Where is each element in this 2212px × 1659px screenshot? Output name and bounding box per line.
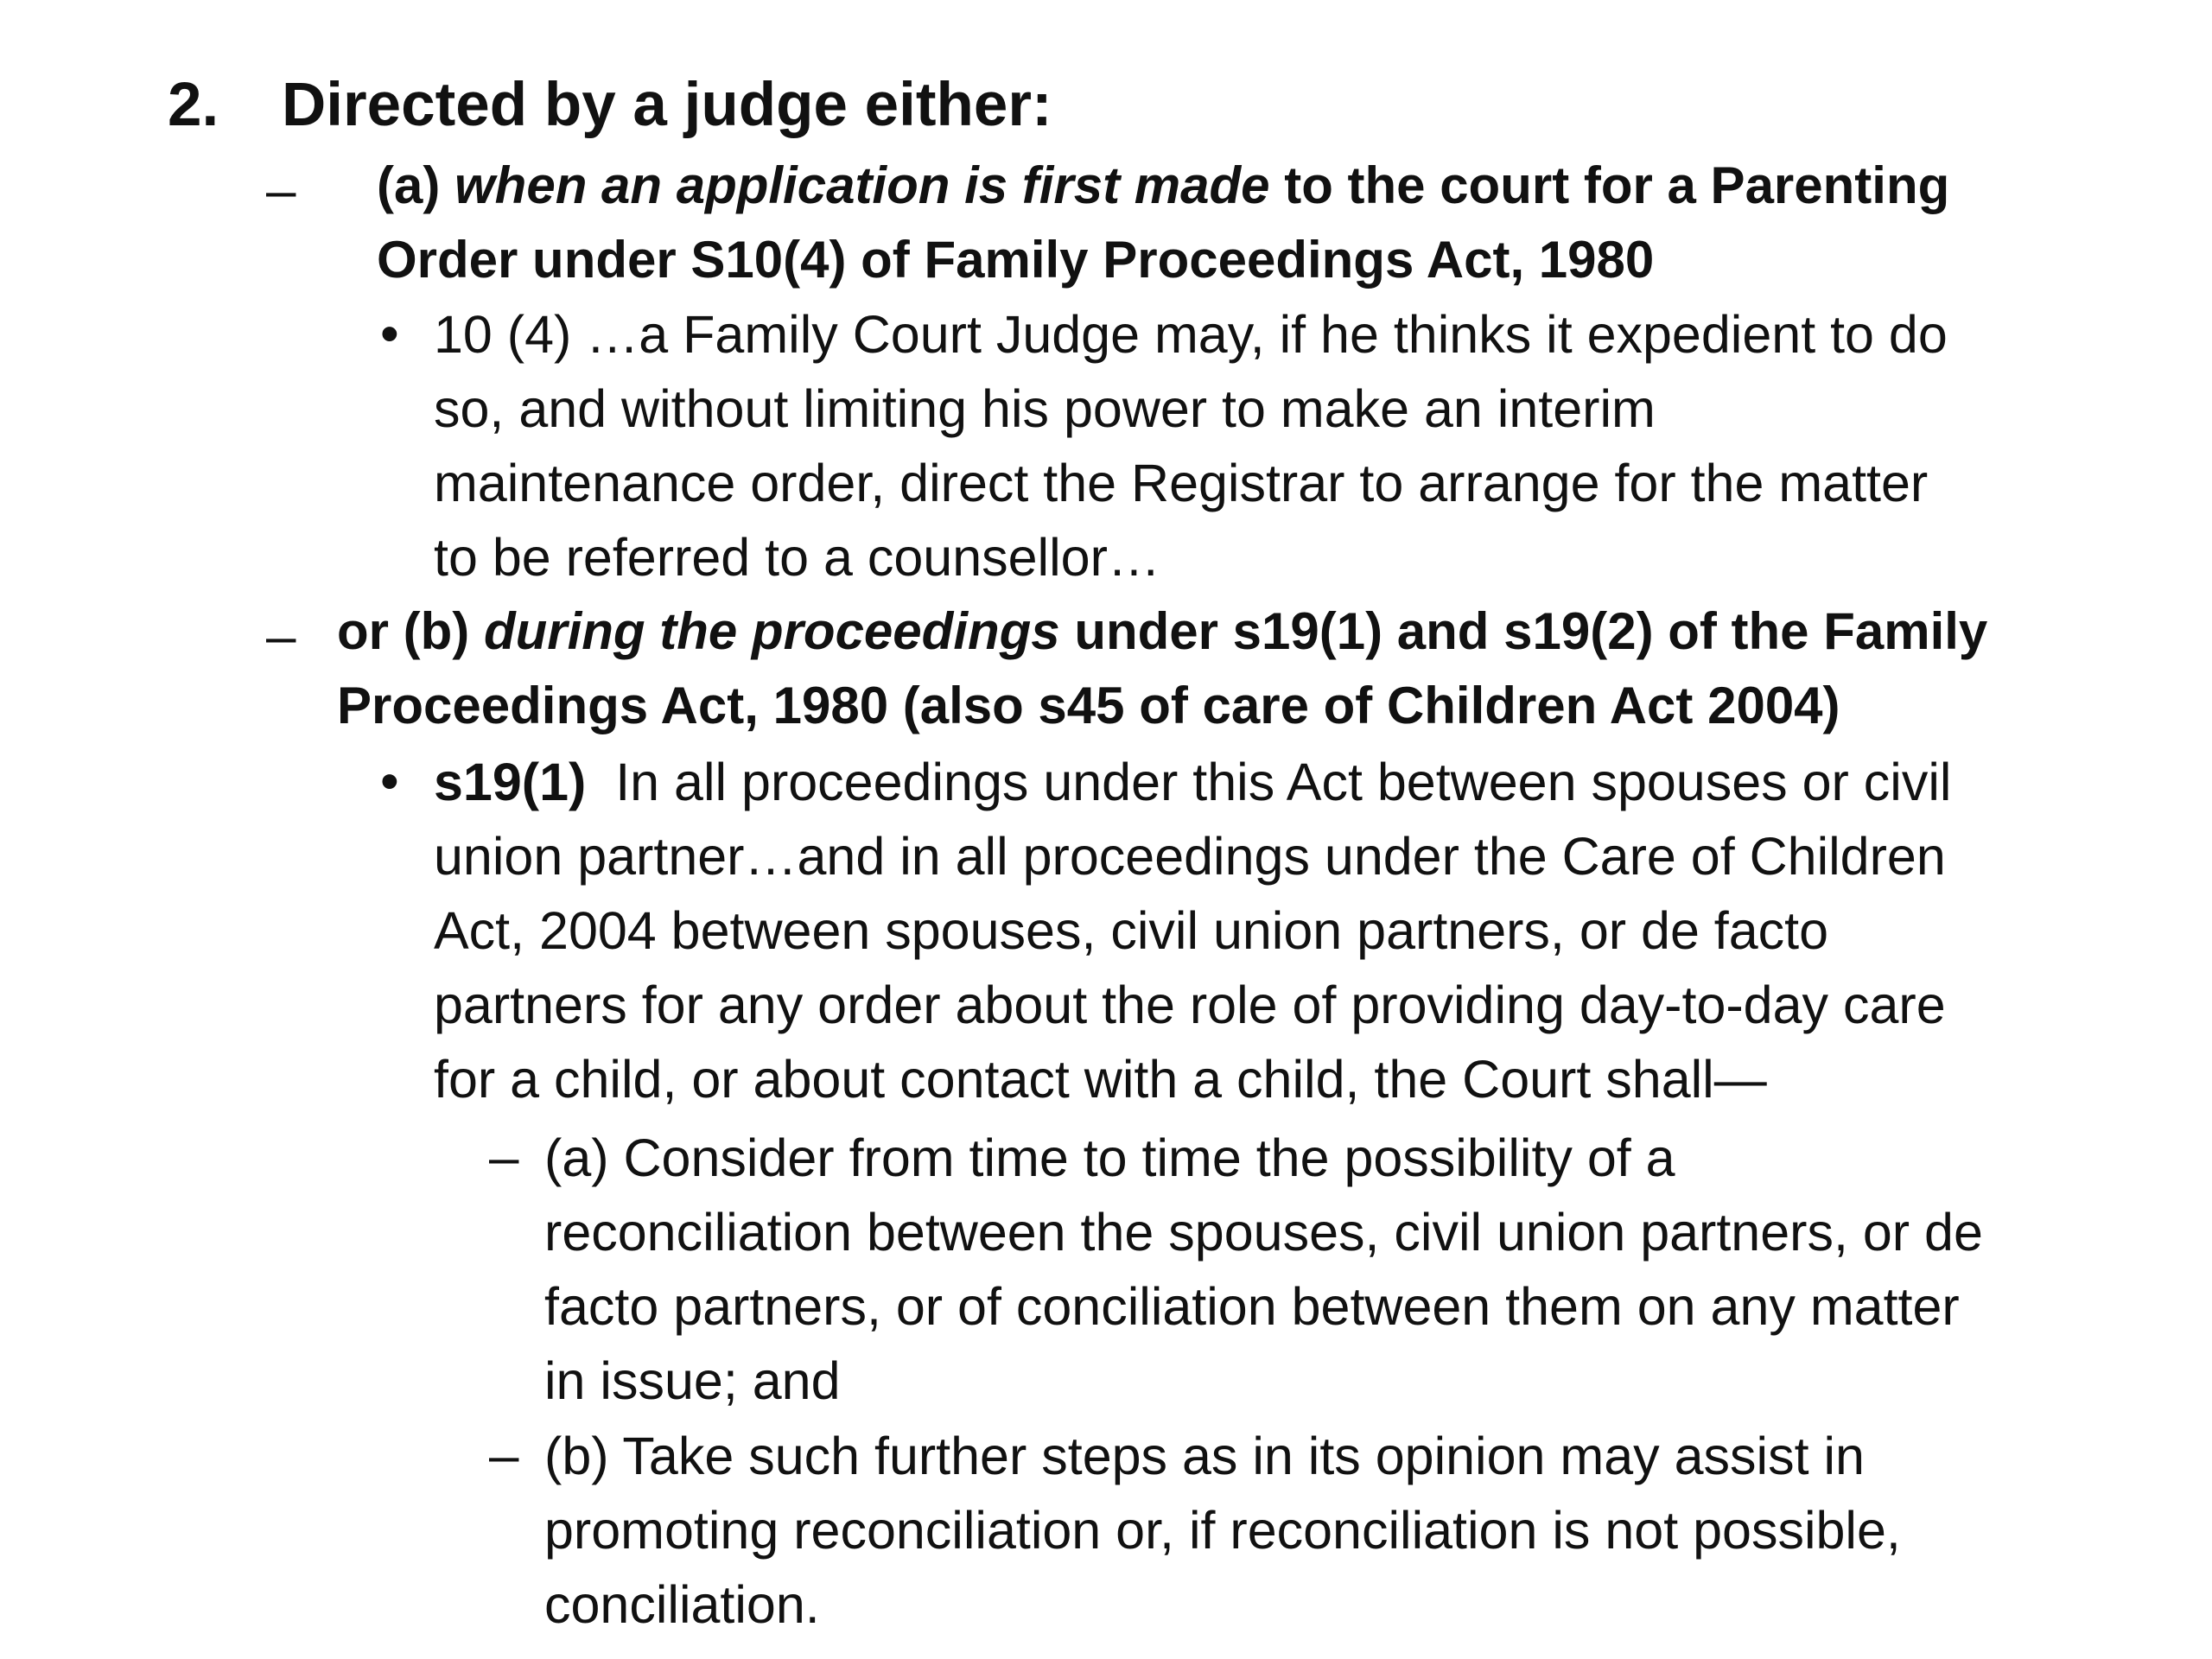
point-b-dash-marker: – [489,1426,519,1485]
point-b-line: (b) Take such further steps as in its opinion may assist in [544,1427,1865,1485]
item-b-prefix: or (b) [337,602,484,660]
item-b-sub-line: union partner…and in all proceedings under the Care of Children [434,827,1946,886]
item-b-italic: during the proceedings [483,602,1060,660]
item-a [377,149,1949,297]
section-label: s19(1) [434,753,587,811]
heading [168,62,1052,149]
item-a-prefix: (a) [377,156,454,214]
point-a-line: in issue; and [544,1351,841,1410]
item-b-sub-line: for a child, or about contact with a child, the Court shall— [434,1050,1767,1109]
item-a-sub-line: maintenance order, direct the Registrar to arrange for the matter [434,454,1929,512]
heading-number: 2. [168,71,219,139]
item-a-rest: to the court for a Parenting [1269,156,1950,214]
item-b-dash-marker: – [266,607,296,666]
point-b [544,1419,1901,1642]
point-b-line: promoting reconciliation or, if reconciliation is not possible, [544,1501,1901,1560]
item-a-sub-line: so, and without limiting his power to make an interim [434,379,1656,438]
item-b-sub-line-1-rest: In all proceedings under this Act between spouses or civil [586,753,1952,811]
point-a-line: facto partners, or of conciliation between them on any matter [544,1277,1960,1336]
item-b-line-2: Proceedings Act, 1980 (also s45 of care of Children Act 2004) [337,677,1840,734]
point-a [544,1121,1983,1418]
item-a-dash-marker: – [266,161,296,220]
item-b-sub-bullet: • [380,752,399,811]
heading-text: Directed by a judge either: [282,71,1052,139]
item-b [337,594,1987,743]
item-b-line-1 [337,594,1987,669]
point-a-line: reconciliation between the spouses, civil union partners, or de [544,1203,1983,1262]
item-a-line-2: Order under S10(4) of Family Proceedings Act, 1980 [377,231,1655,289]
item-b-sub-line: partners for any order about the role of providing day-to-day care [434,976,1946,1034]
item-a-sub-bullet: • [380,304,399,364]
item-a-sub-line: to be referred to a counsellor… [434,528,1160,587]
item-b-sub-line-1 [434,745,1951,819]
point-a-line: (a) Consider from time to time the possibility of a [544,1128,1675,1187]
item-a-sub [434,297,1948,594]
point-a-dash-marker: – [489,1128,519,1187]
point-b-line: conciliation. [544,1575,820,1634]
item-b-sub [434,745,1951,1116]
item-b-rest: under s19(1) and s19(2) of the Family [1059,602,1988,660]
item-b-sub-line: Act, 2004 between spouses, civil union partners, or de facto [434,901,1829,960]
item-a-italic: when an application is first made [454,156,1270,214]
item-a-line-1 [377,149,1949,223]
item-a-sub-line: 10 (4) …a Family Court Judge may, if he thinks it expedient to do [434,305,1948,364]
